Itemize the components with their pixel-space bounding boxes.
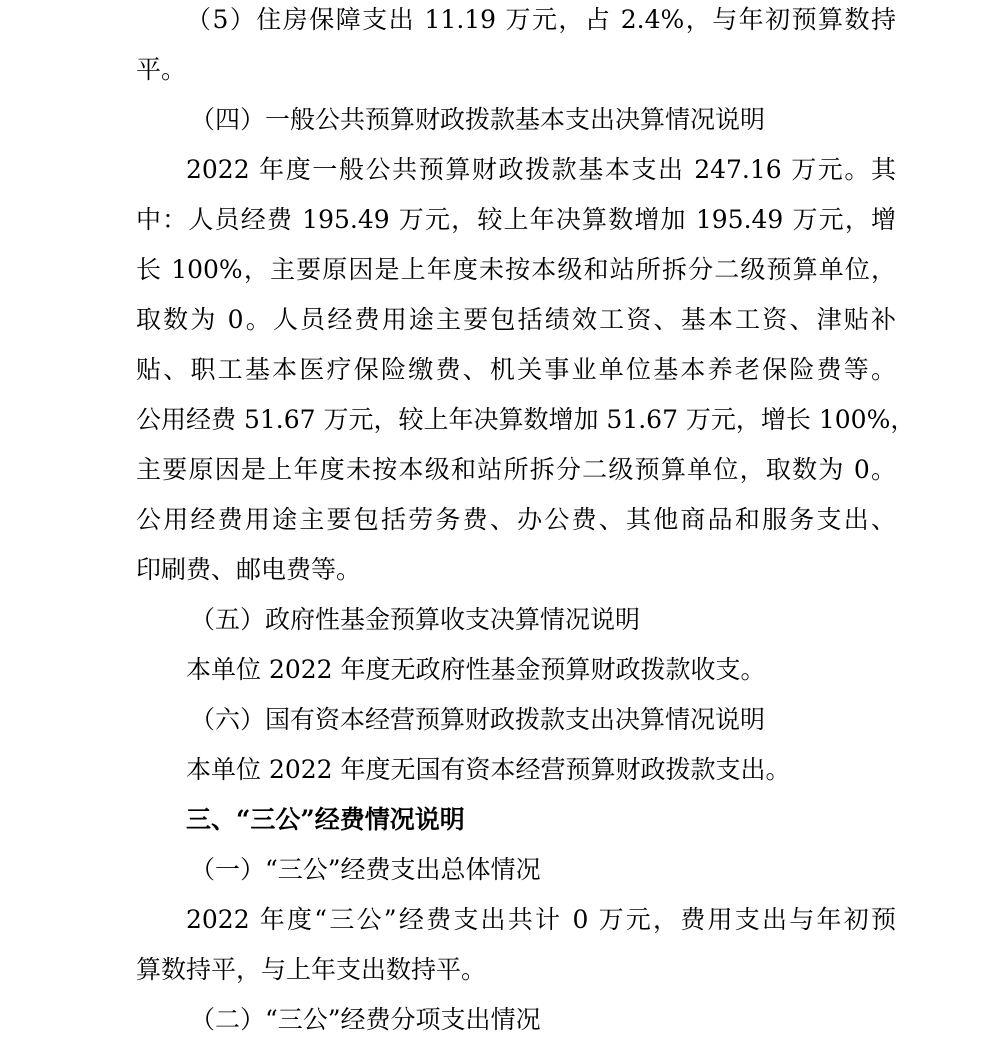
paragraph-line: 长 100%，主要原因是上年度未按本级和站所拆分二级预算单位， xyxy=(136,255,896,284)
paragraph-line: 主要原因是上年度未按本级和站所拆分二级预算单位，取数为 0。 xyxy=(136,455,896,484)
section-heading: （一）“三公”经费支出总体情况 xyxy=(190,855,541,884)
paragraph-line: 贴、职工基本医疗保险缴费、机关事业单位基本养老保险费等。 xyxy=(136,355,896,384)
chapter-heading: 三、“三公”经费情况说明 xyxy=(186,805,465,834)
paragraph-line: （5）住房保障支出 11.19 万元，占 2.4%，与年初预算数持 xyxy=(186,5,896,34)
paragraph-line: 取数为 0。人员经费用途主要包括绩效工资、基本工资、津贴补 xyxy=(136,305,896,334)
paragraph-line: 2022 年度一般公共预算财政拨款基本支出 247.16 万元。其 xyxy=(186,155,896,184)
paragraph-line: 中：人员经费 195.49 万元，较上年决算数增加 195.49 万元，增 xyxy=(136,205,896,234)
paragraph-line: 公用经费 51.67 万元，较上年决算数增加 51.67 万元，增长 100%， xyxy=(136,405,916,434)
paragraph-line: 2022 年度“三公”经费支出共计 0 万元，费用支出与年初预 xyxy=(186,905,896,934)
paragraph-line: 平。 xyxy=(136,55,187,84)
paragraph-line: 算数持平，与上年支出数持平。 xyxy=(136,955,487,984)
paragraph-line: 本单位 2022 年度无国有资本经营预算财政拨款支出。 xyxy=(186,755,791,784)
section-heading: （二）“三公”经费分项支出情况 xyxy=(190,1005,541,1034)
paragraph-line: 印刷费、邮电费等。 xyxy=(136,555,362,584)
section-heading: （六）国有资本经营预算财政拨款支出决算情况说明 xyxy=(190,705,766,734)
paragraph-line: 公用经费用途主要包括劳务费、办公费、其他商品和服务支出、 xyxy=(136,505,896,534)
section-heading: （五）政府性基金预算收支决算情况说明 xyxy=(190,605,641,634)
section-heading: （四）一般公共预算财政拨款基本支出决算情况说明 xyxy=(190,105,766,134)
paragraph-line: 本单位 2022 年度无政府性基金预算财政拨款收支。 xyxy=(186,655,766,684)
